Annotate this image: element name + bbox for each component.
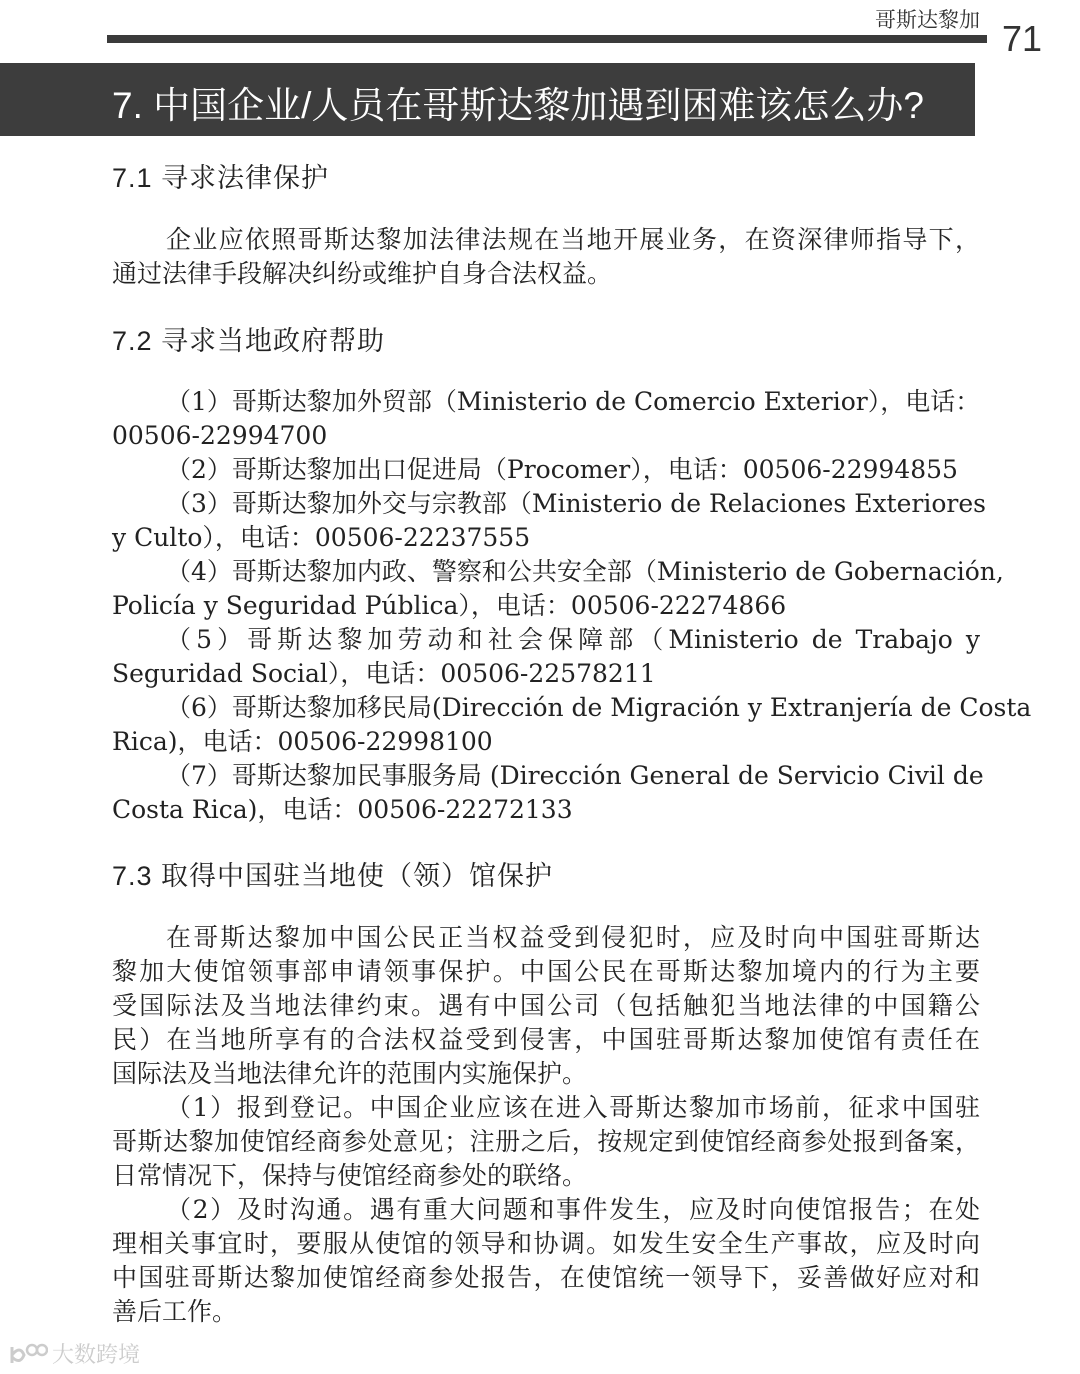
watermark xyxy=(8,1338,140,1369)
section-heading-7-2: 7.2 寻求当地政府帮助 xyxy=(112,326,386,356)
paragraph-line: （1）哥斯达黎加外贸部（Ministerio de Comercio Exterior），电话： xyxy=(166,387,981,416)
section-heading-7-1: 7.1 寻求法律保护 xyxy=(112,163,330,193)
paragraph-line: Costa Rica)，电话：00506-22272133 xyxy=(112,795,573,824)
paragraph-line: （5）哥斯达黎加劳动和社会保障部（Ministerio de Trabajo y xyxy=(166,625,980,654)
paragraph-line: （6）哥斯达黎加移民局(Dirección de Migración y Extranjería de Costa xyxy=(166,693,1032,722)
paragraph-line: Policía y Seguridad Pública），电话：00506-22274866 xyxy=(112,591,787,620)
section-heading-7-3: 7.3 取得中国驻当地使（领）馆保护 xyxy=(112,861,554,891)
paragraph-line: （1）报到登记。中国企业应该在进入哥斯达黎加市场前，征求中国驻 xyxy=(166,1093,980,1122)
paragraph-line: （4）哥斯达黎加内政、警察和公共安全部（Ministerio de Gobernación, xyxy=(166,557,1004,586)
running-header: 哥斯达黎加 xyxy=(875,9,980,32)
paragraph-line: 受国际法及当地法律约束。遇有中国公司（包括触犯当地法律的中国籍公 xyxy=(112,991,980,1020)
paragraph-line: 黎加大使馆领事部申请领事保护。中国公民在哥斯达黎加境内的行为主要 xyxy=(112,957,980,986)
paragraph-line: 理相关事宜时，要服从使馆的领导和协调。如发生安全生产事故，应及时向 xyxy=(112,1229,980,1258)
section-body-7-1 xyxy=(112,223,980,291)
chapter-title-bar xyxy=(0,63,975,136)
paragraph-line: 中国驻哥斯达黎加使馆经商参处报告，在使馆统一领导下，妥善做好应对和 xyxy=(112,1263,980,1292)
paragraph-line: 国际法及当地法律允许的范围内实施保护。 xyxy=(112,1059,588,1088)
paragraph-line: y Culto），电话：00506-22237555 xyxy=(112,523,531,552)
section-body-7-3 xyxy=(112,921,980,1329)
paragraph-line: 日常情况下，保持与使馆经商参处的联络。 xyxy=(112,1161,588,1190)
paragraph-line: 通过法律手段解决纠纷或维护自身合法权益。 xyxy=(112,259,613,288)
header-rule xyxy=(107,35,987,43)
paragraph-line: Seguridad Social），电话：00506-22578211 xyxy=(112,659,656,688)
paragraph-line: 在哥斯达黎加中国公民正当权益受到侵犯时，应及时向中国驻哥斯达 xyxy=(166,923,980,952)
paragraph-line: 00506-22994700 xyxy=(112,421,328,450)
paragraph-line: 哥斯达黎加使馆经商参处意见；注册之后，按规定到使馆经商参处报到备案， xyxy=(112,1127,980,1156)
paragraph-line: （2）哥斯达黎加出口促进局（Procomer），电话：00506-22994855 xyxy=(166,455,958,484)
watermark-text: 大数跨境 xyxy=(52,1342,141,1367)
watermark-logo-icon xyxy=(8,1341,48,1367)
paragraph-line: 善后工作。 xyxy=(112,1297,238,1326)
paragraph-line: （3）哥斯达黎加外交与宗教部（Ministerio de Relaciones Exteriores xyxy=(166,489,986,518)
paragraph-line: 民）在当地所享有的合法权益受到侵害，中国驻哥斯达黎加使馆有责任在 xyxy=(112,1025,980,1054)
page-number: 71 xyxy=(1002,18,1043,59)
section-body-7-2 xyxy=(112,385,1032,827)
paragraph-line: （7）哥斯达黎加民事服务局 (Dirección General de Servicio Civil de xyxy=(166,761,984,790)
paragraph-line: （2）及时沟通。遇有重大问题和事件发生，应及时向使馆报告；在处 xyxy=(166,1195,980,1224)
paragraph-line: 企业应依照哥斯达黎加法律法规在当地开展业务，在资深律师指导下， xyxy=(166,225,980,254)
chapter-title: 7. 中国企业/人员在哥斯达黎加遇到困难该怎么办? xyxy=(112,85,924,126)
paragraph-line: Rica)，电话：00506-22998100 xyxy=(112,727,493,756)
